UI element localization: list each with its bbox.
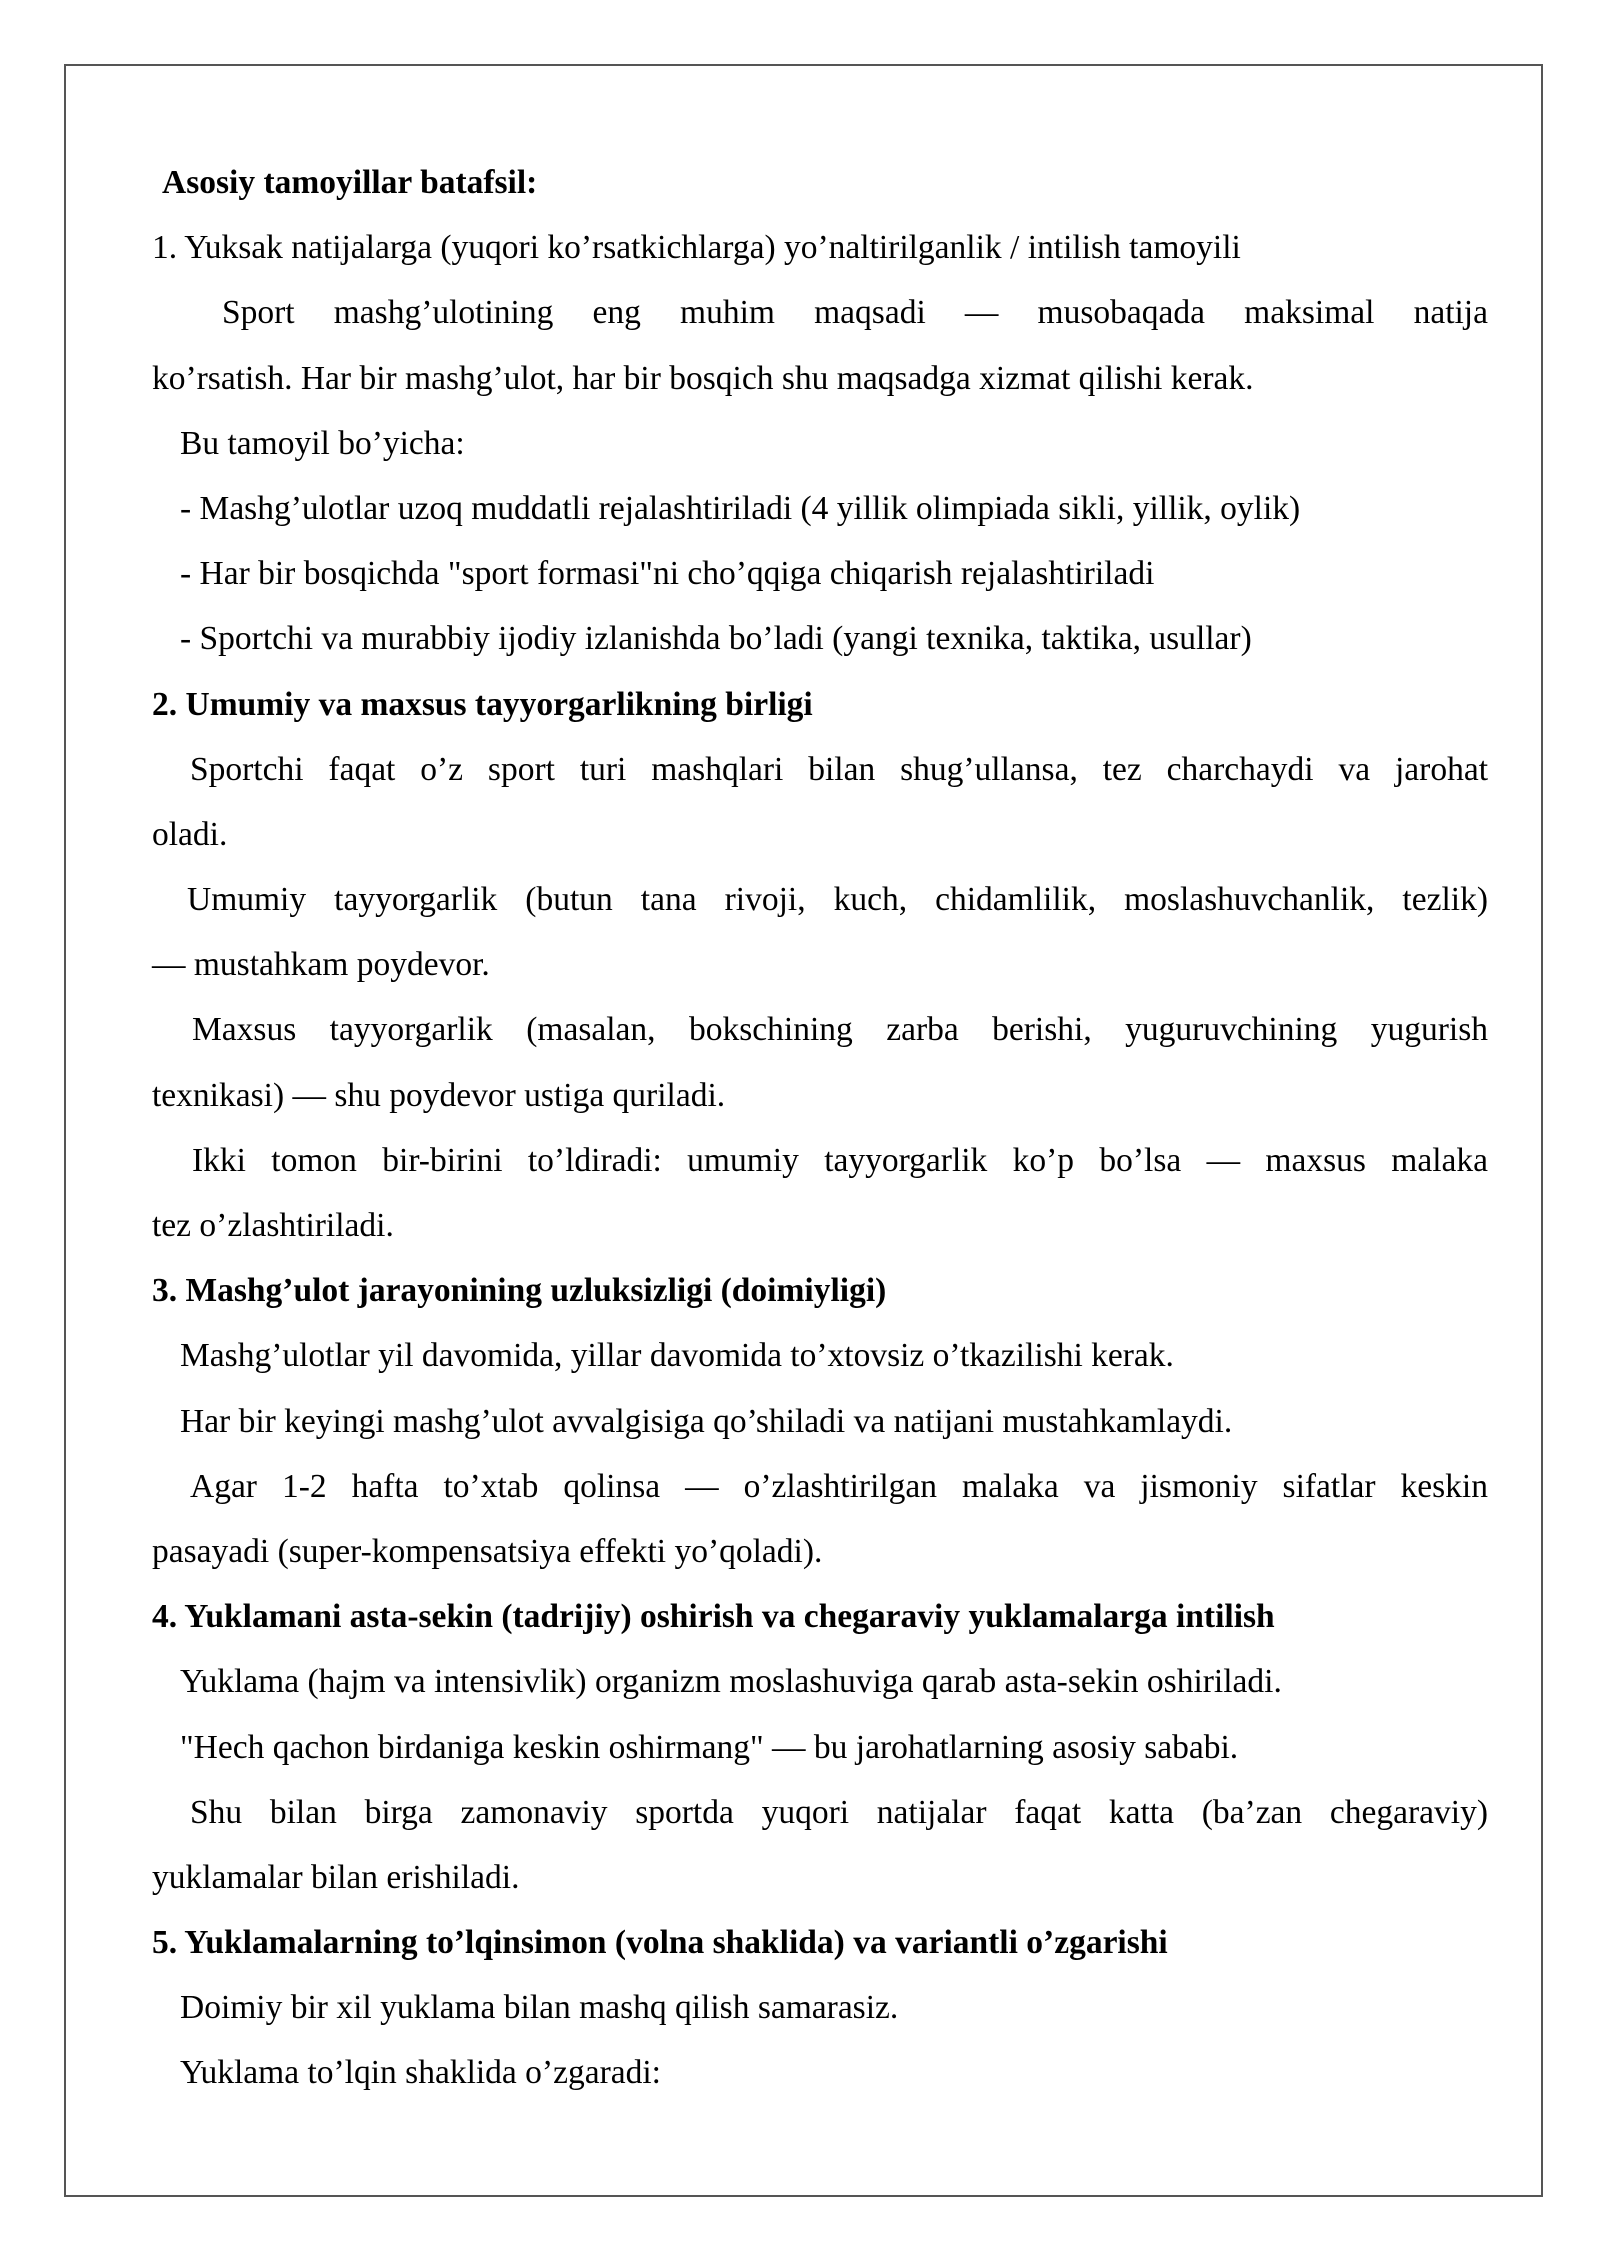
list-item: - Mashg’ulotlar uzoq muddatli rejalashtiriladi (4 yillik olimpiada sikli, yillik, oylik): [180, 489, 1301, 527]
list-item: - Sportchi va murabbiy ijodiy izlanishda bo’ladi (yangi texnika, taktika, usullar): [180, 620, 1252, 658]
paragraph-line: Umumiy tayyorgarlik (butun tana rivoji, kuch, chidamlilik, moslashuvchanlik, tezlik): [187, 881, 1488, 919]
paragraph-line: Agar 1-2 hafta to’xtab qolinsa — o’zlashtirilgan malaka va jismoniy sifatlar keskin: [190, 1467, 1488, 1505]
paragraph-line: ko’rsatish. Har bir mashg’ulot, har bir bosqich shu maqsadga xizmat qilishi kerak.: [152, 359, 1254, 397]
paragraph-line: tez o’zlashtiriladi.: [152, 1207, 394, 1244]
paragraph-line: Yuklama (hajm va intensivlik) organizm moslashuviga qarab asta-sekin oshiriladi.: [180, 1663, 1282, 1701]
paragraph-line: Mashg’ulotlar yil davomida, yillar davomida to’xtovsiz o’tkazilishi kerak.: [180, 1337, 1174, 1375]
paragraph-line: — mustahkam poydevor.: [152, 946, 490, 984]
paragraph-line: Shu bilan birga zamonaviy sportda yuqori natijalar faqat katta (ba’zan chegaraviy): [190, 1793, 1488, 1831]
principle-5-heading: 5. Yuklamalarning to’lqinsimon (volna shaklida) va variantli o’zgarishi: [152, 1924, 1168, 1962]
principle-1-heading: 1. Yuksak natijalarga (yuqori ko’rsatkichlarga) yo’naltirilganlik / intilish tamoyili: [152, 229, 1241, 267]
paragraph-line: texnikasi) — shu poydevor ustiga quriladi.: [152, 1076, 726, 1114]
paragraph-line: Ikki tomon bir-birini to’ldiradi: umumiy tayyorgarlik ko’p bo’lsa — maxsus malaka: [192, 1141, 1488, 1179]
principle-2-heading: 2. Umumiy va maxsus tayyorgarlikning birligi: [152, 685, 813, 723]
paragraph-line: Maxsus tayyorgarlik (masalan, bokschining zarba berishi, yuguruvchining yugurish: [192, 1011, 1488, 1049]
document-body: [152, 150, 1488, 2106]
paragraph-line: pasayadi (super-kompensatsiya effekti yo’qoladi).: [152, 1532, 823, 1570]
paragraph-line: Sportchi faqat o’z sport turi mashqlari bilan shug’ullansa, tez charchaydi va jarohat: [190, 750, 1488, 788]
paragraph-line: Bu tamoyil bo’yicha:: [180, 424, 465, 462]
paragraph-line: "Hech qachon birdaniga keskin oshirmang" — bu jarohatlarning asosiy sababi.: [180, 1728, 1239, 1766]
paragraph-line: Yuklama to’lqin shaklida o’zgaradi:: [180, 2054, 661, 2092]
paragraph-line: oladi.: [152, 815, 228, 853]
list-item: - Har bir bosqichda "sport formasi"ni cho’qqiga chiqarish rejalashtiriladi: [180, 555, 1155, 593]
principle-3-heading: 3. Mashg’ulot jarayonining uzluksizligi (doimiyligi): [152, 1272, 887, 1310]
paragraph-line: yuklamalar bilan erishiladi.: [152, 1858, 520, 1896]
paragraph-line: Har bir keyingi mashg’ulot avvalgisiga qo’shiladi va natijani mustahkamlaydi.: [180, 1402, 1233, 1440]
paragraph-line: Doimiy bir xil yuklama bilan mashq qilish samarasiz.: [180, 1989, 899, 2027]
section-heading: Asosiy tamoyillar batafsil:: [162, 164, 538, 201]
principle-4-heading: 4. Yuklamani asta-sekin (tadrijiy) oshirish va chegaraviy yuklamalarga intilish: [152, 1598, 1275, 1636]
paragraph-line: Sport mashg’ulotining eng muhim maqsadi — musobaqada maksimal natija: [222, 294, 1488, 332]
